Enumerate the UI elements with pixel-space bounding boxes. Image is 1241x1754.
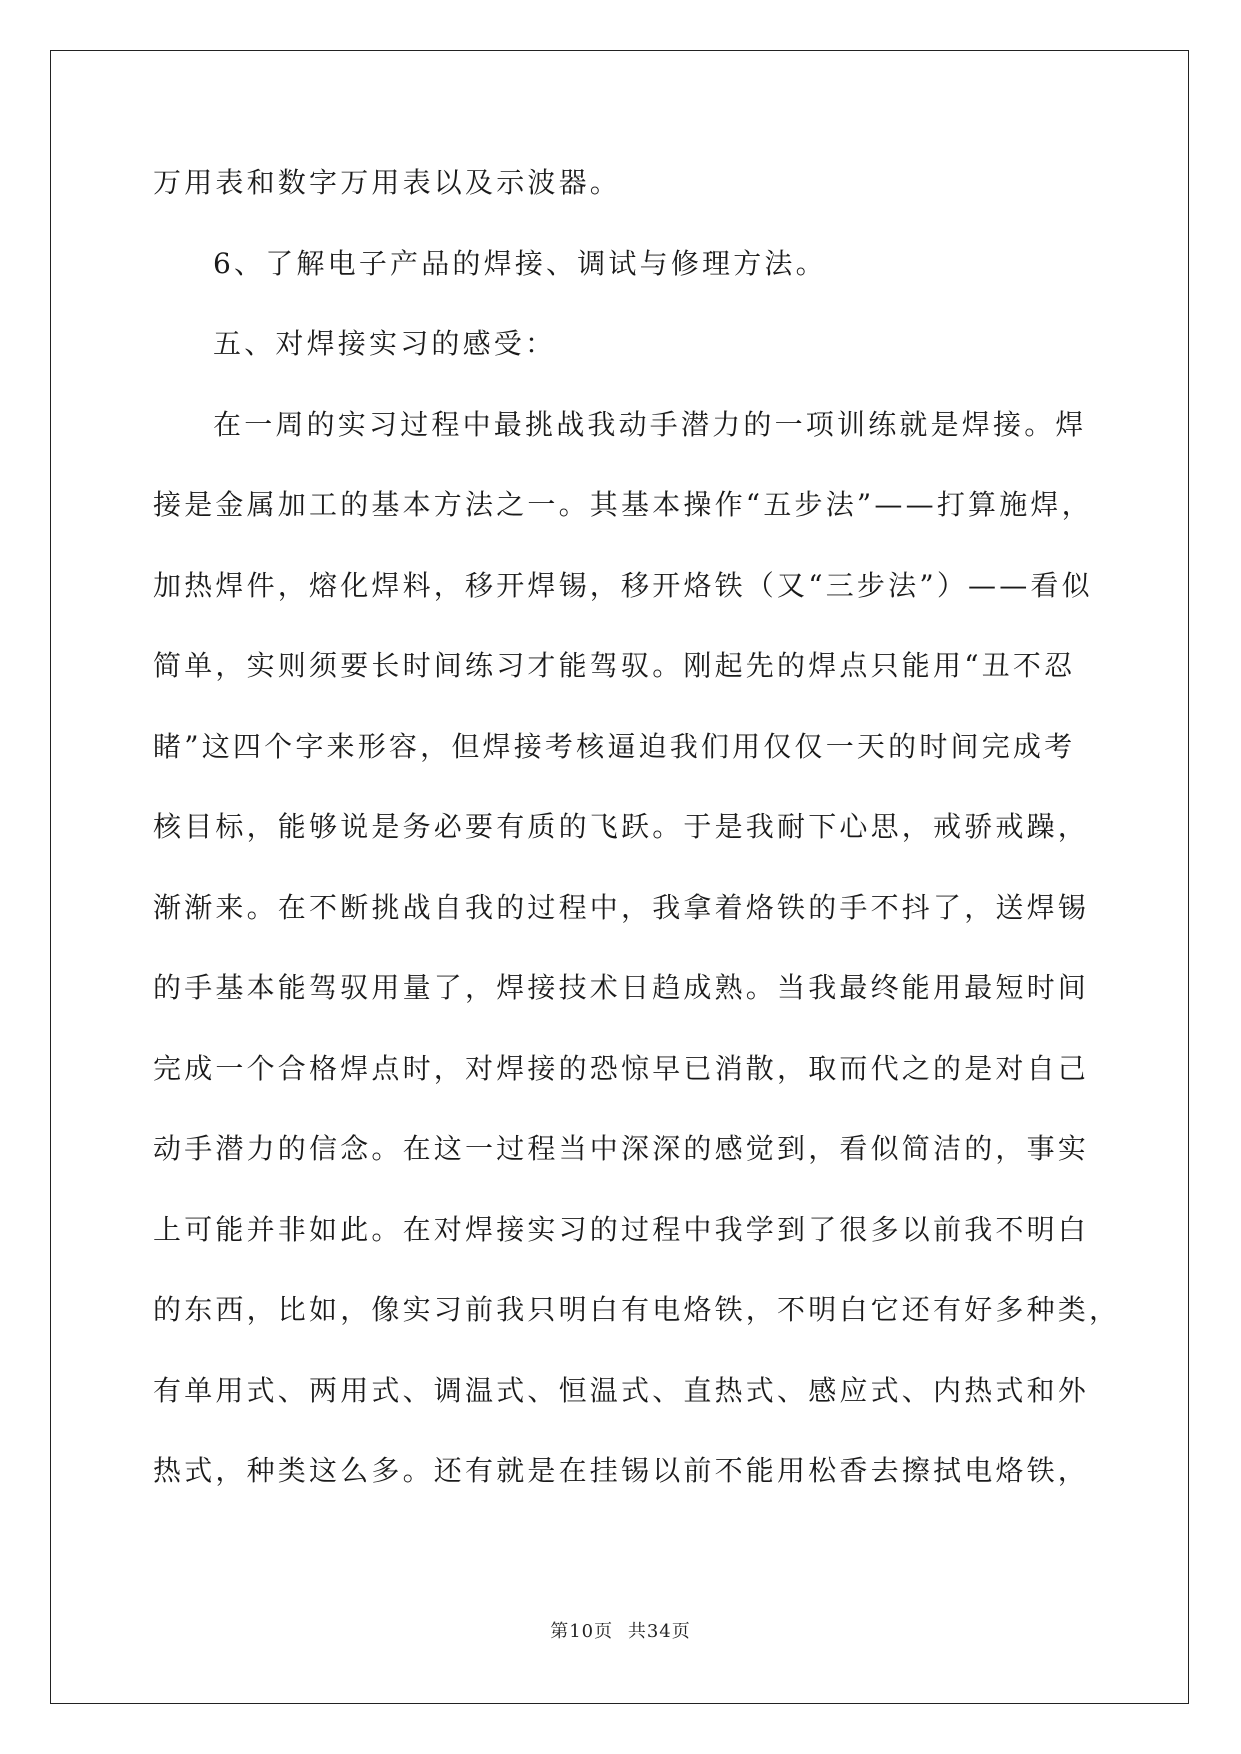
text-line: 动手潜力的信念。在这一过程当中深深的感觉到，看似简洁的，事实 bbox=[153, 1132, 1090, 1165]
text-line: 在一周的实习过程中最挑战我动手潜力的一项训练就是焊接。焊 bbox=[213, 407, 1087, 441]
text-line: 加热焊件，熔化焊料，移开焊锡，移开烙铁（又“三步法”）——看似 bbox=[153, 568, 1093, 602]
page-total: 共34页 bbox=[627, 1621, 691, 1642]
page-number: 第10页 bbox=[550, 1621, 614, 1642]
document-body bbox=[153, 166, 1121, 1535]
text-line: 有单用式、两用式、调温式、恒温式、直热式、感应式、内热式和外 bbox=[153, 1373, 1090, 1407]
text-line: 接是金属加工的基本方法之一。其基本操作“五步法”——打算施焊， bbox=[153, 488, 1093, 521]
text-line: 的手基本能驾驭用量了，焊接技术日趋成熟。当我最终能用最短时间 bbox=[153, 971, 1090, 1004]
text-line: 渐渐来。在不断挑战自我的过程中，我拿着烙铁的手不抖了，送焊锡 bbox=[153, 890, 1090, 924]
page-footer bbox=[0, 1617, 1241, 1643]
text-line: 万用表和数字万用表以及示波器。 bbox=[153, 166, 622, 199]
text-line: 简单，实则须要长时间练习才能驾驭。刚起先的焊点只能用“丑不忍 bbox=[153, 649, 1076, 682]
text-line: 的东西，比如，像实习前我只明白有电烙铁，不明白它还有好多种类， bbox=[153, 1293, 1121, 1326]
text-line: 热式，种类这么多。还有就是在挂锡以前不能用松香去擦拭电烙铁， bbox=[153, 1454, 1090, 1487]
text-line: 核目标，能够说是务必要有质的飞跃。于是我耐下心思，戒骄戒躁， bbox=[153, 810, 1090, 843]
text-line: 五、对焊接实习的感受： bbox=[213, 327, 557, 360]
text-line: 上可能并非如此。在对焊接实习的过程中我学到了很多以前我不明白 bbox=[153, 1212, 1090, 1246]
text-line: 完成一个合格焊点时，对焊接的恐惊早已消散，取而代之的是对自己 bbox=[153, 1051, 1090, 1085]
text-line: 6、了解电子产品的焊接、调试与修理方法。 bbox=[213, 246, 827, 280]
text-line: 睹”这四个字来形容，但焊接考核逼迫我们用仅仅一天的时间完成考 bbox=[153, 729, 1076, 763]
